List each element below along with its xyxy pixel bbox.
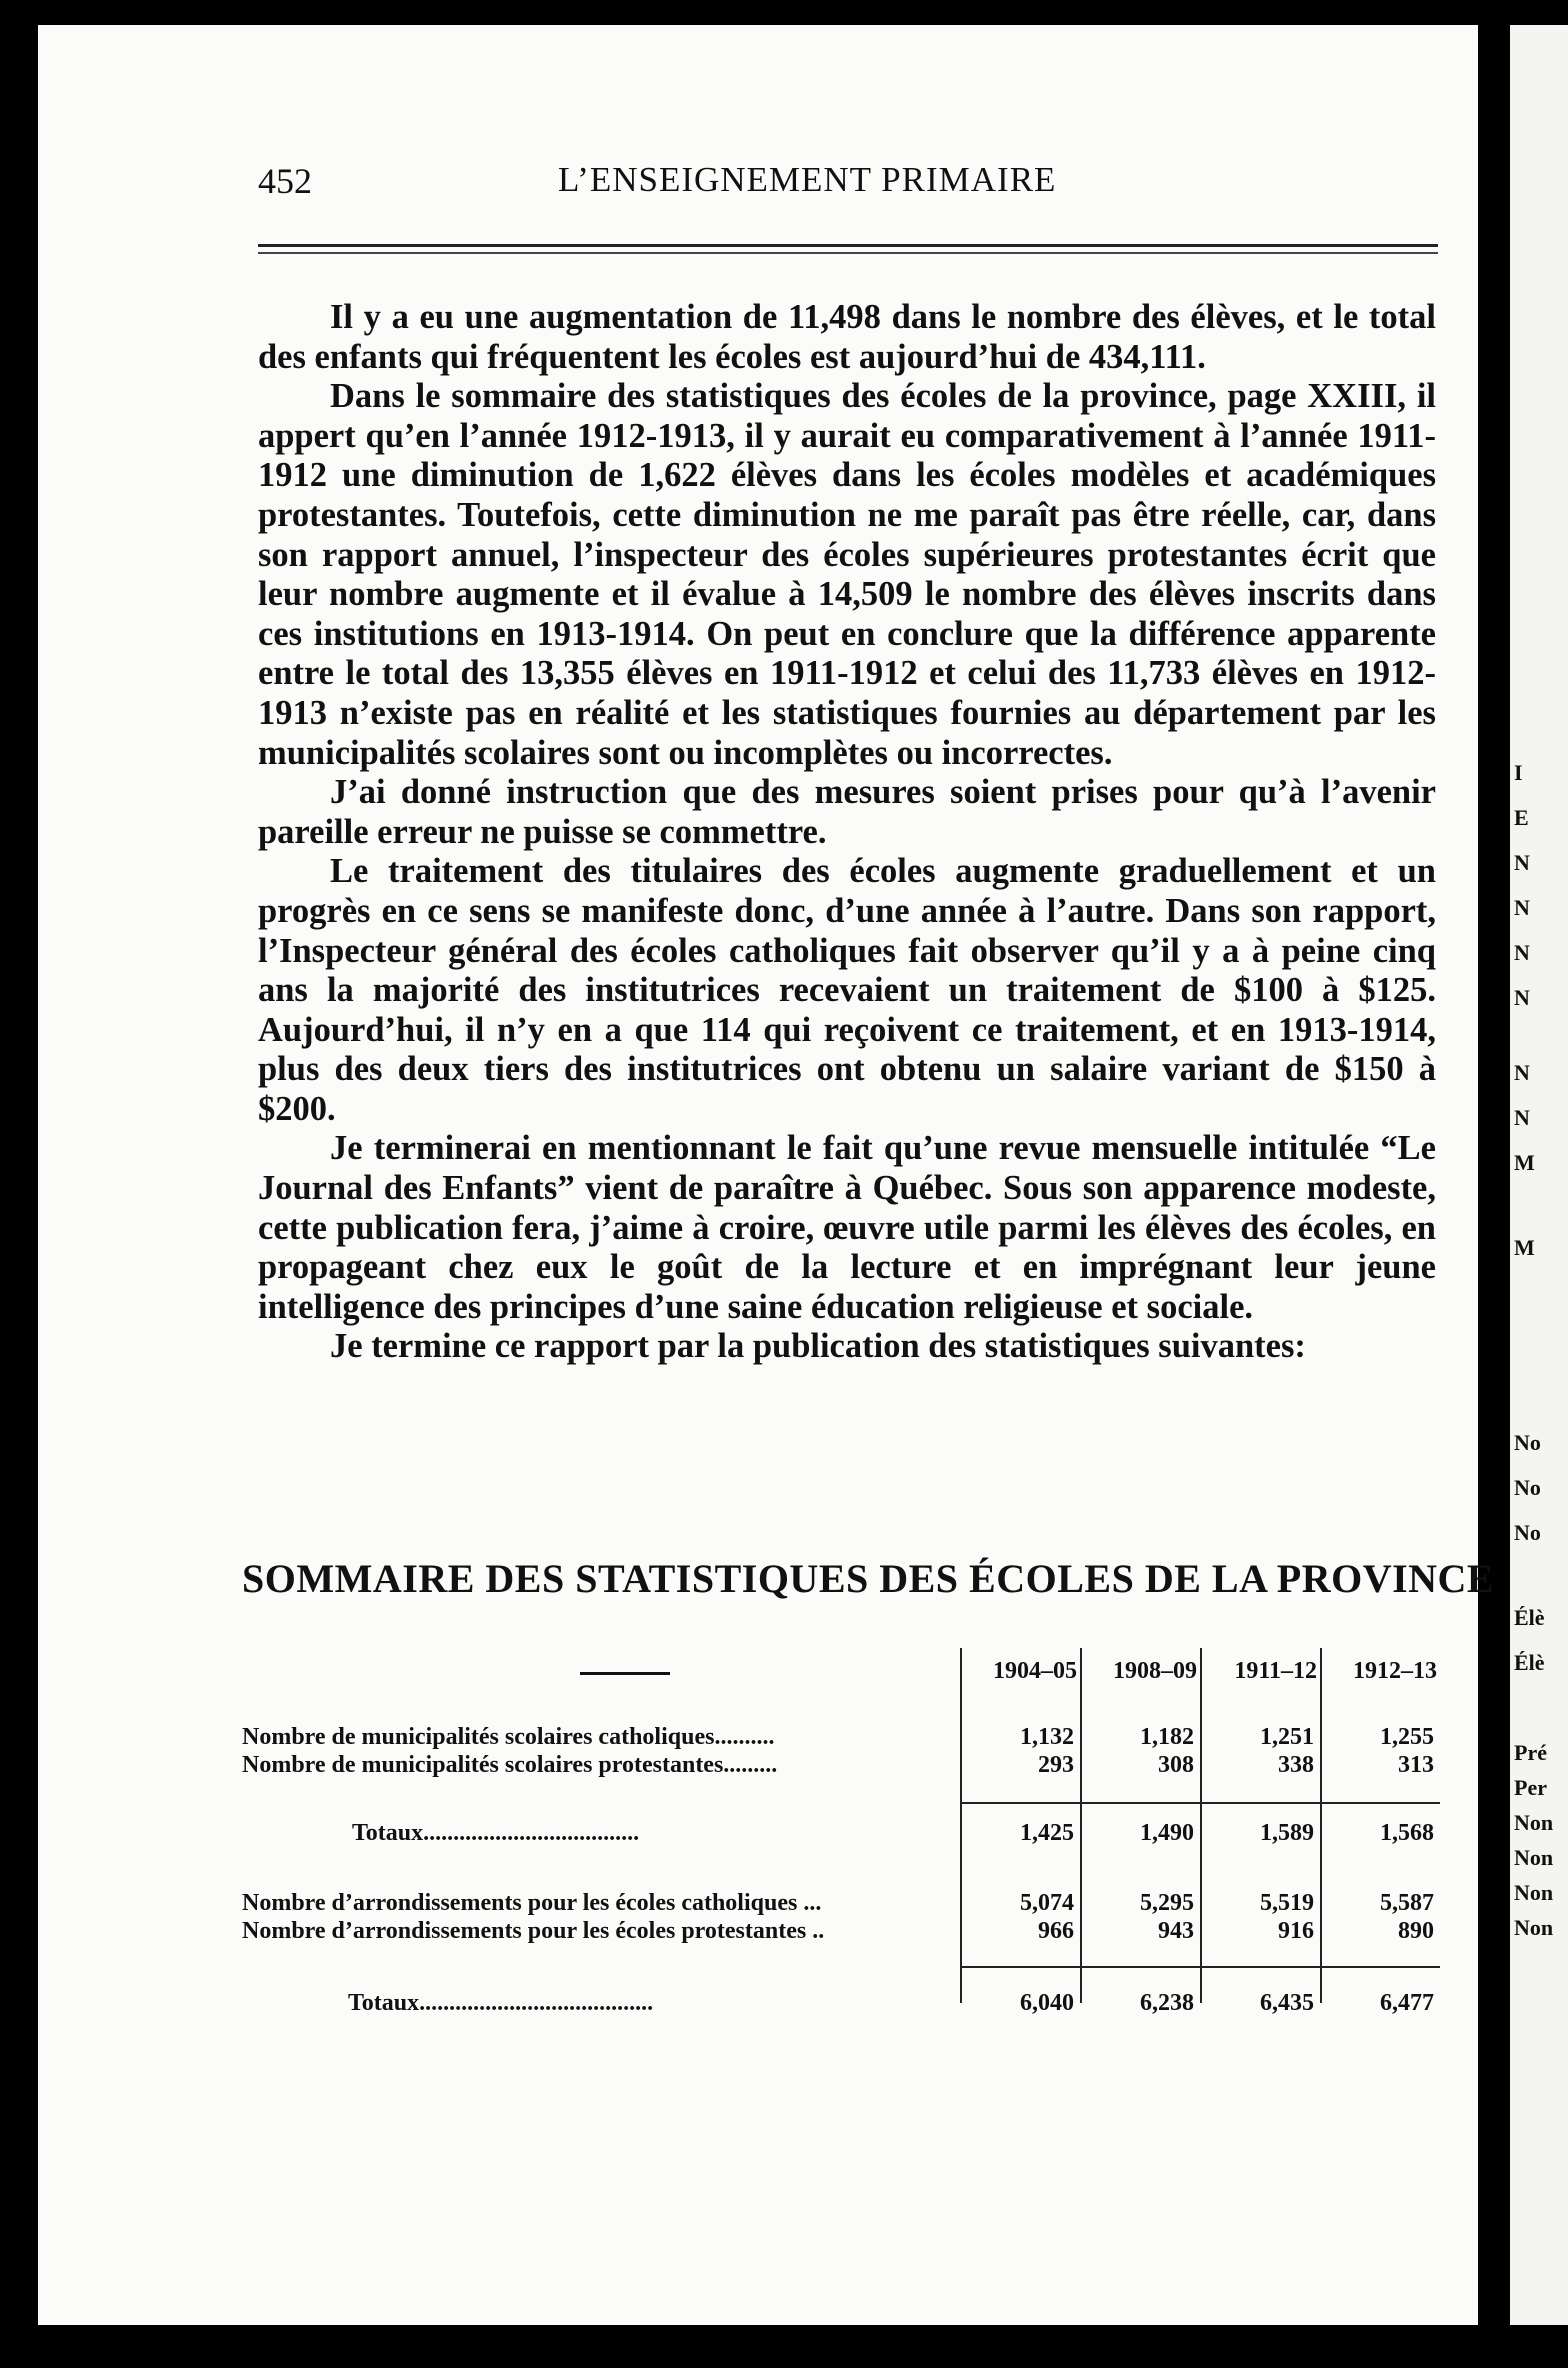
subtotal-rule [960,1966,1440,1968]
year-header: 1911–12 [1234,1658,1317,1684]
edge-fragment: Non [1514,1810,1554,1835]
table-cell: 308 [1158,1752,1194,1778]
table-cell: 5,074 [1020,1890,1074,1916]
edge-fragment: Non [1514,1845,1554,1870]
table-cell-total: 6,040 [1020,1990,1074,2016]
table-cell: 293 [1038,1752,1074,1778]
paragraph: Dans le sommaire des statistiques des écoles de la province, page XXIII, il appert qu’en l’année 1912-1913, il y aurait eu comparativement à l’année 1911-1912 une diminution de 1,622 élèves dans les écoles modèles et académiques protestantes. Toutefois, cette diminution ne me paraît pas être réelle, car, dans son rapport annuel, l’inspecteur des écoles supérieures protestantes écrit que leur nombre augmente et il évalue à 14,509 le nombre des élèves inscrits dans ces institutions en 1913-1914. On peut en conclure que la différence apparente entre le total des 13,355 élèves en 1911-1912 et celui des 11,733 élèves en 1912-1913 n’existe pas en réalité et les statistiques fournies au département par les municipalités scolaires sont ou incomplètes ou incorrectes. [258,377,1436,772]
table-cell-total: 1,589 [1260,1820,1314,1846]
table-cell: 5,587 [1380,1890,1434,1916]
paragraph: Je terminerai en mentionnant le fait qu’une revue mensuelle intitulée “Le Journal des Enfants” vient de paraître à Québec. Sous son apparence modeste, cette publication fera, j’aime à croire, œuvre utile parmi les élèves des écoles, en propageant chez eux le goût de la lecture et en imprégnant leur jeune intelligence des principes d’une saine éducation religieuse et sociale. [258,1129,1436,1326]
edge-fragment: Pré [1514,1740,1547,1765]
table-cell: 5,295 [1140,1890,1194,1916]
table-cell: 1,251 [1260,1724,1314,1750]
edge-fragment: N [1514,895,1530,920]
edge-fragment: M [1514,1150,1535,1175]
page-number: 452 [258,161,312,201]
table-row-label: Nombre d’arrondissements pour les écoles protestantes .. [242,1918,825,1944]
edge-fragment: Per [1514,1775,1547,1800]
table-cell-total: 6,238 [1140,1990,1194,2016]
paragraph: J’ai donné instruction que des mesures soient prises pour qu’à l’avenir pareille erreur ne puisse se commettre. [258,773,1436,851]
table-cell-total: 6,477 [1380,1990,1434,2016]
paragraph: Il y a eu une augmentation de 11,498 dans le nombre des élèves, et le total des enfants qui fréquentent les écoles est aujourd’hui de 434,111. [258,298,1436,376]
table-cell-total: 6,435 [1260,1990,1314,2016]
year-header: 1912–13 [1353,1658,1437,1684]
edge-fragment: M [1514,1235,1535,1260]
edge-fragment: N [1514,985,1530,1010]
edge-fragment: Non [1514,1915,1554,1940]
edge-fragment: N [1514,1105,1530,1130]
totals-label: Totaux.................................... [352,1820,640,1846]
page-header [258,160,1428,210]
year-header: 1904–05 [993,1658,1077,1684]
table-row-label: Nombre de municipalités scolaires protestantes......... [242,1752,778,1778]
edge-fragment: N [1514,940,1530,965]
table-cell: 1,182 [1140,1724,1194,1750]
table-row-label: Nombre de municipalités scolaires catholiques.......... [242,1724,775,1750]
table-cell-total: 1,490 [1140,1820,1194,1846]
paragraph: Je termine ce rapport par la publication des statistiques suivantes: [330,1327,1306,1366]
header-rule [258,244,1438,247]
table-row-label: Nombre d’arrondissements pour les écoles catholiques ... [242,1890,822,1916]
edge-fragment: N [1514,850,1530,875]
edge-fragment: N [1514,1060,1530,1085]
edge-fragment: Élè [1514,1605,1545,1630]
running-title: L’ENSEIGNEMENT PRIMAIRE [558,160,1057,199]
table-cell-total: 1,568 [1380,1820,1434,1846]
table-cell: 5,519 [1260,1890,1314,1916]
header-rule-secondary [258,252,1438,254]
edge-fragment: E [1514,805,1529,830]
summary-title: SOMMAIRE DES STATISTIQUES DES ÉCOLES DE LA PROVINCE [242,1556,1495,1601]
totals-label: Totaux....................................... [348,1990,654,2016]
table-cell-total: 1,425 [1020,1820,1074,1846]
edge-fragment: No [1514,1475,1541,1500]
edge-fragment: No [1514,1520,1541,1545]
table-cell: 1,255 [1380,1724,1434,1750]
header-dash [580,1672,670,1675]
edge-fragment: I [1514,760,1523,785]
adjacent-page-edge [1510,25,1568,2325]
year-header: 1908–09 [1113,1658,1197,1684]
paragraph: Le traitement des titulaires des écoles augmente graduellement et un progrès en ce sens se manifeste donc, d’une année à l’autre. Dans son rapport, l’Inspecteur général des écoles catholiques fait observer qu’il y a à peine cinq ans la majorité des institutrices recevaient un traitement de $100 à $125. Aujourd’hui, il n’y en a que 114 qui reçoivent ce traitement, et en 1913-1914, plus des deux tiers des institutrices ont obtenu un salaire variant de $150 à $200. [258,852,1436,1128]
table-cell: 890 [1398,1918,1434,1944]
edge-fragment: Élè [1514,1650,1545,1675]
table-cell: 966 [1038,1918,1074,1944]
table-cell: 313 [1398,1752,1434,1778]
edge-fragment: No [1514,1430,1541,1455]
body-text [258,298,1436,1367]
table-cell: 338 [1278,1752,1314,1778]
table-cell: 916 [1278,1918,1314,1944]
subtotal-rule [960,1802,1440,1804]
table-cell: 943 [1158,1918,1194,1944]
table-cell: 1,132 [1020,1724,1074,1750]
edge-fragment: Non [1514,1880,1554,1905]
